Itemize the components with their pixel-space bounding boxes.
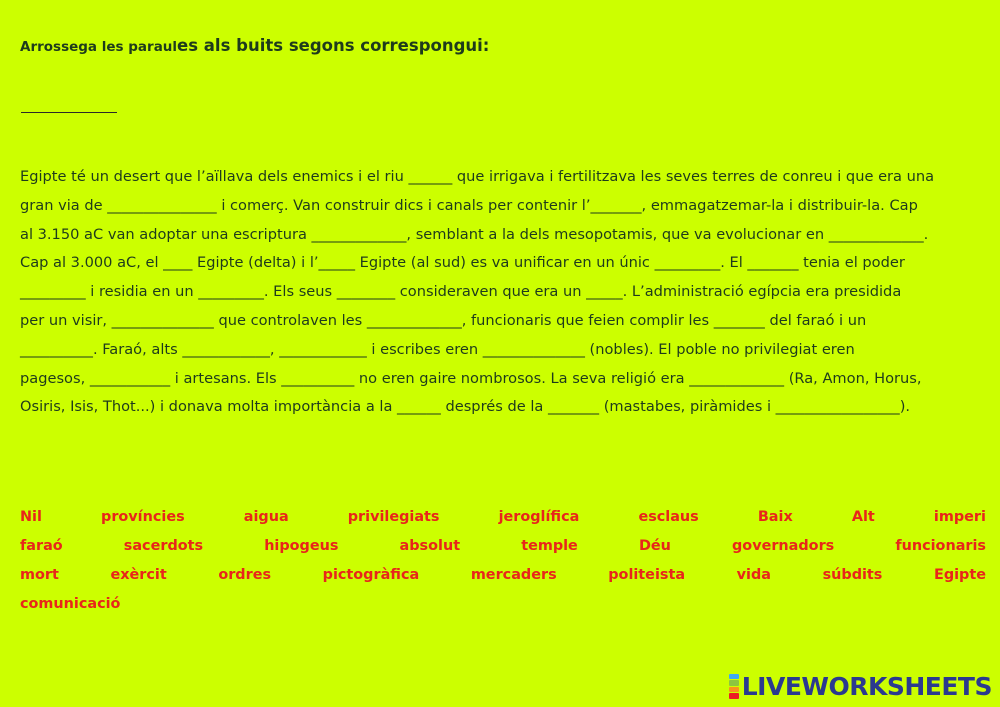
draggable-word[interactable]: esclaus bbox=[638, 508, 699, 525]
liveworksheets-logo bbox=[729, 671, 992, 701]
paragraph-line: Osiris, Isis, Thot...) i donava molta importància a la ______ després de la _______ (mastabes, piràmides i _________________). bbox=[20, 398, 911, 416]
draggable-word[interactable]: vida bbox=[736, 566, 771, 583]
paragraph-line: pagesos, ___________ i artesans. Els __________ no eren gaire nombrosos. La seva religió era _____________ (Ra, Amon, Horus, bbox=[20, 369, 922, 387]
draggable-word[interactable]: mort bbox=[20, 566, 59, 583]
paragraph-line: _________ i residia en un _________. Els seus ________ consideraven que era un _____. L’administració egípcia era presidida bbox=[20, 283, 902, 301]
liveworksheets-logo-icon bbox=[729, 673, 739, 699]
draggable-word[interactable]: privilegiats bbox=[347, 508, 440, 525]
draggable-word[interactable]: imperi bbox=[933, 508, 986, 525]
draggable-word[interactable]: temple bbox=[521, 537, 578, 554]
draggable-word[interactable]: Baix bbox=[757, 508, 793, 525]
logo-mark-block bbox=[729, 687, 739, 693]
fill-in-paragraph bbox=[20, 163, 986, 422]
draggable-word[interactable]: Alt bbox=[851, 508, 875, 525]
draggable-word[interactable]: ordres bbox=[218, 566, 272, 583]
logo-mark-block bbox=[729, 674, 739, 680]
draggable-word[interactable]: Déu bbox=[638, 537, 671, 554]
draggable-word[interactable]: faraó bbox=[20, 537, 63, 554]
instruction-heading bbox=[20, 21, 489, 59]
logo-text: LIVEWORKSHEETS bbox=[741, 671, 992, 701]
word-bank-row bbox=[20, 589, 986, 618]
instruction-part-1: Arrossega les paraul bbox=[20, 39, 178, 55]
draggable-word[interactable]: governadors bbox=[732, 537, 835, 554]
draggable-word[interactable]: funcionaris bbox=[895, 537, 986, 554]
word-bank-row bbox=[20, 531, 986, 560]
draggable-word[interactable]: comunicació bbox=[20, 595, 121, 612]
paragraph-line: gran via de _______________ i comerç. Van construir dics i canals per contenir l’_______, emmagatzemar-la i distribuir-la. Cap bbox=[20, 196, 918, 214]
draggable-word[interactable]: politeista bbox=[608, 566, 686, 583]
paragraph-line: Egipte té un desert que l’aïllava dels enemics i el riu ______ que irrigava i fertilitzava les seves terres de conreu i que era una bbox=[20, 168, 935, 185]
instruction-part-2: es als buits segons correspongui: bbox=[177, 36, 490, 55]
draggable-word[interactable]: mercaders bbox=[470, 566, 557, 583]
draggable-word[interactable]: jeroglífica bbox=[498, 508, 580, 525]
draggable-word[interactable]: pictogràfica bbox=[322, 566, 420, 583]
example-answer-line bbox=[21, 112, 117, 113]
draggable-word[interactable]: absolut bbox=[399, 537, 461, 554]
paragraph-line: al 3.150 aC van adoptar una escriptura _____________, semblant a la dels mesopotamis, que va evolucionar en _____________. bbox=[20, 225, 929, 243]
word-bank bbox=[20, 502, 986, 618]
logo-mark-block bbox=[729, 693, 739, 699]
draggable-word[interactable]: hipogeus bbox=[264, 537, 339, 554]
paragraph-line: per un visir, ______________ que controlaven les _____________, funcionaris que feien complir les _______ del faraó i un bbox=[20, 311, 867, 329]
draggable-word[interactable]: Egipte bbox=[933, 566, 986, 583]
word-bank-row bbox=[20, 502, 986, 531]
draggable-word[interactable]: súbdits bbox=[822, 566, 883, 583]
logo-mark-block bbox=[729, 680, 739, 686]
draggable-word[interactable]: províncies bbox=[101, 508, 185, 525]
draggable-word[interactable]: aigua bbox=[243, 508, 289, 525]
draggable-word[interactable]: exèrcit bbox=[110, 566, 167, 583]
paragraph-line: Cap al 3.000 aC, el ____ Egipte (delta) i l’_____ Egipte (al sud) es va unificar en un únic _________. El _______ tenia el poder bbox=[20, 254, 905, 272]
paragraph-line: __________. Faraó, alts ____________, ____________ i escribes eren ______________ (nobles). El poble no privilegiat eren bbox=[20, 340, 855, 358]
draggable-word[interactable]: Nil bbox=[20, 508, 42, 525]
draggable-word[interactable]: sacerdots bbox=[123, 537, 204, 554]
word-bank-row bbox=[20, 560, 986, 589]
